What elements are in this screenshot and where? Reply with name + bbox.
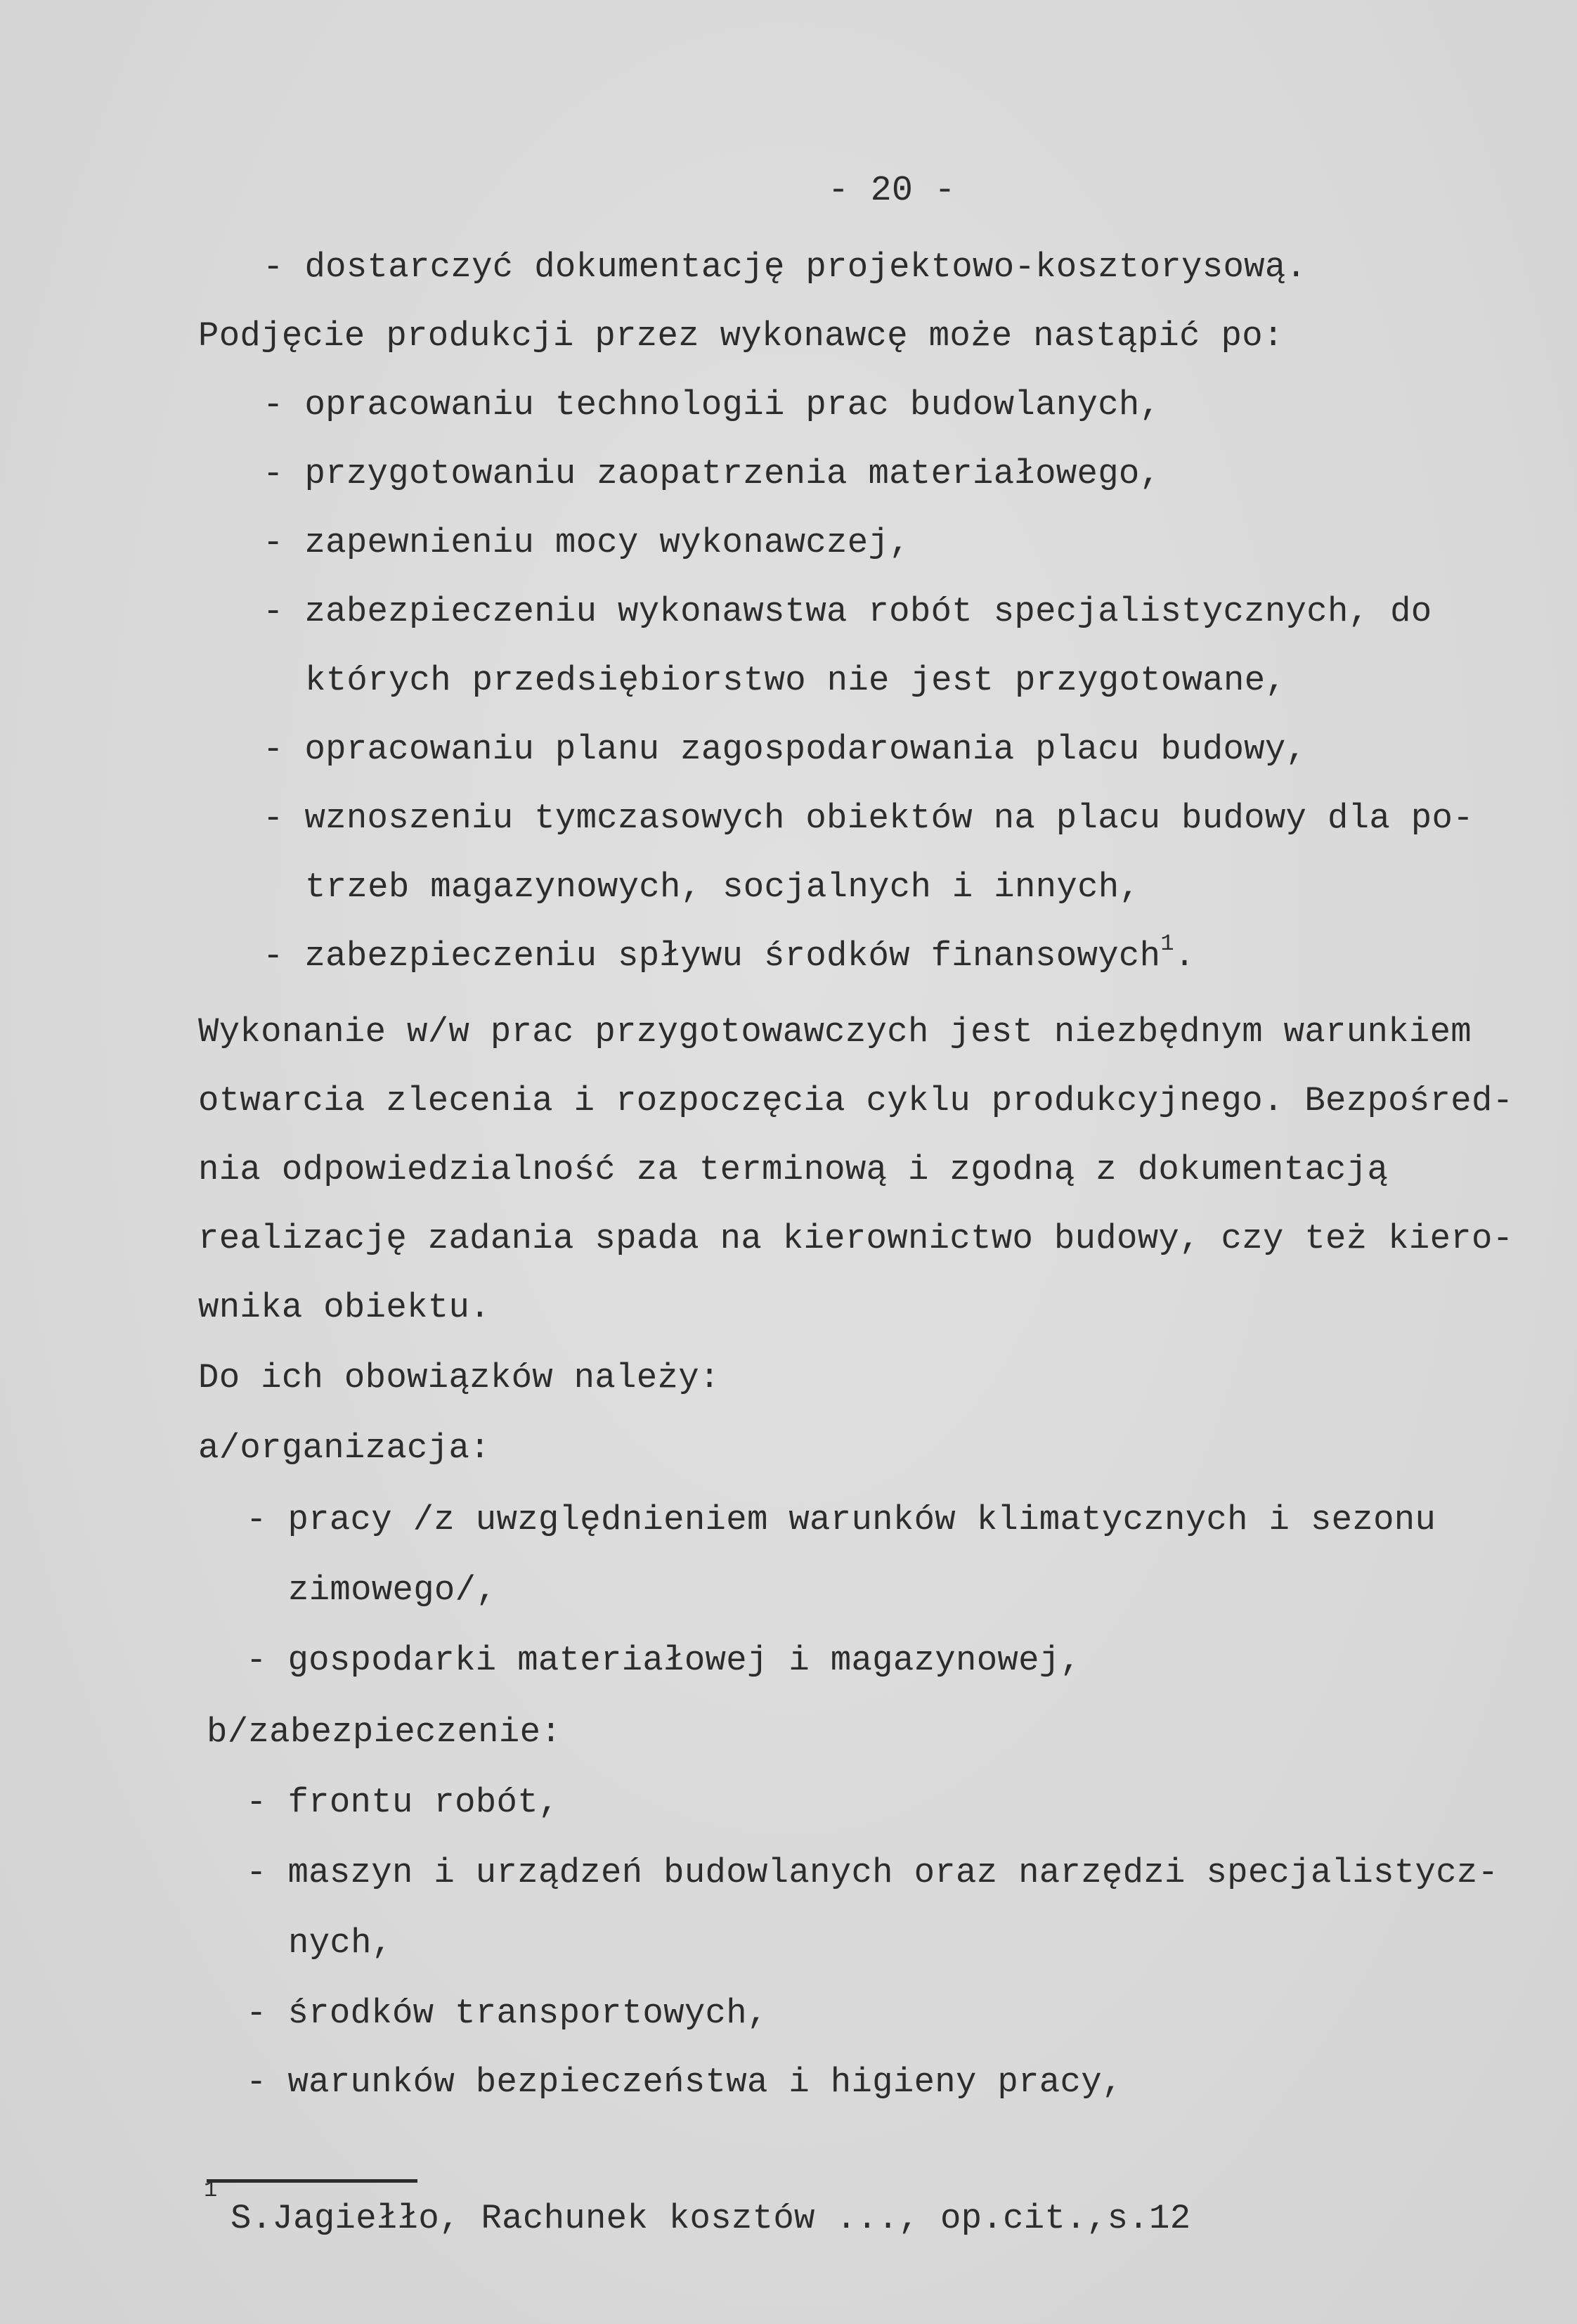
subsection-heading-b: b/zabezpieczenie: [207,1712,562,1752]
list-item-text: dostarczyć dokumentację projektowo-kosztorysową. [304,247,1307,287]
paragraph-line: nia odpowiedzialność za terminową i zgodną z dokumentacją [198,1150,1389,1189]
list-item-continuation: nych, [288,1923,393,1963]
list-item-text: wznoszeniu tymczasowych obiektów na placu budowy dla po- [304,799,1474,838]
list-item [263,453,1160,495]
list-item [246,1499,1436,1541]
paragraph-line: otwarcia zlecenia i rozpoczęcia cyklu produkcyjnego. Bezpośred- [198,1081,1514,1121]
paragraph-line: Wykonanie w/w prac przygotowawczych jest niezbędnym warunkiem [198,1012,1472,1052]
dash-marker: - [263,247,284,287]
footnote-mark: 1 [204,2177,218,2203]
dash-marker: - [263,592,284,631]
dash-marker: - [263,385,284,425]
list-item [246,1781,559,1823]
dash-marker: - [263,936,284,976]
list-item-continuation: których przedsiębiorstwo nie jest przygotowane, [305,661,1287,700]
dash-marker: - [263,799,284,838]
dash-marker: - [263,730,284,769]
list-item [263,931,1195,981]
list-item-text: gospodarki materiałowej i magazynowej, [287,1641,1082,1680]
list-item [246,2061,1123,2103]
list-item-text: opracowaniu planu zagospodarowania placu budowy, [304,730,1307,769]
list-item-text: frontu robót, [287,1783,559,1822]
list-item [246,1992,768,2034]
list-item [263,797,1474,839]
dash-marker: - [263,523,284,562]
dash-marker: - [246,1641,267,1680]
dash-marker: - [246,1783,267,1822]
list-item-continuation: trzeb magazynowych, socjalnych i innych, [305,867,1141,907]
list-item [246,1852,1498,1894]
sentence-end: . [1174,936,1195,976]
list-item [246,1639,1081,1681]
page-number: - 20 - [828,171,956,211]
list-item-text: przygotowaniu zaopatrzenia materiałowego, [304,454,1161,493]
list-item-text: zabezpieczeniu wykonawstwa robót specjalistycznych, do [304,592,1432,631]
section-intro: Do ich obowiązków należy: [198,1358,720,1397]
dash-marker: - [246,1853,267,1892]
list-item-text: maszyn i urządzeń budowlanych oraz narzędzi specjalistycz- [287,1853,1499,1892]
dash-marker: - [246,1994,267,2033]
list-item-text: warunków bezpieczeństwa i higieny pracy, [287,2062,1123,2102]
dash-marker: - [263,454,284,493]
dash-marker: - [246,2062,267,2102]
list-item [263,384,1160,426]
dash-marker: - [246,1500,267,1539]
list-item-text: pracy /z uwzględnieniem warunków klimatycznych i sezonu [287,1500,1436,1539]
footnote-separator [207,2179,417,2183]
list-item [263,522,910,564]
subsection-heading-a: a/organizacja: [198,1428,491,1468]
list-item-text: opracowaniu technologii prac budowlanych, [304,385,1161,425]
footnote-text: S.Jagiełło, Rachunek kosztów ..., op.cit.,s.12 [231,2199,1191,2238]
list-item-text: środków transportowych, [287,1994,768,2033]
paragraph-line: realizację zadania spada na kierownictwo budowy, czy też kiero- [198,1219,1514,1258]
list-item [263,728,1306,770]
list-item-continuation: zimowego/, [288,1570,498,1610]
list-item [263,246,1306,288]
list-item [263,590,1432,633]
footnote-reference[interactable]: 1 [1160,931,1174,957]
paragraph-line: Podjęcie produkcji przez wykonawcę może nastąpić po: [198,316,1284,356]
paragraph-line: wnika obiektu. [198,1288,491,1327]
list-item-text: zapewnieniu mocy wykonawczej, [304,523,910,562]
list-item-text: zabezpieczeniu spływu środków finansowych [304,936,1161,976]
